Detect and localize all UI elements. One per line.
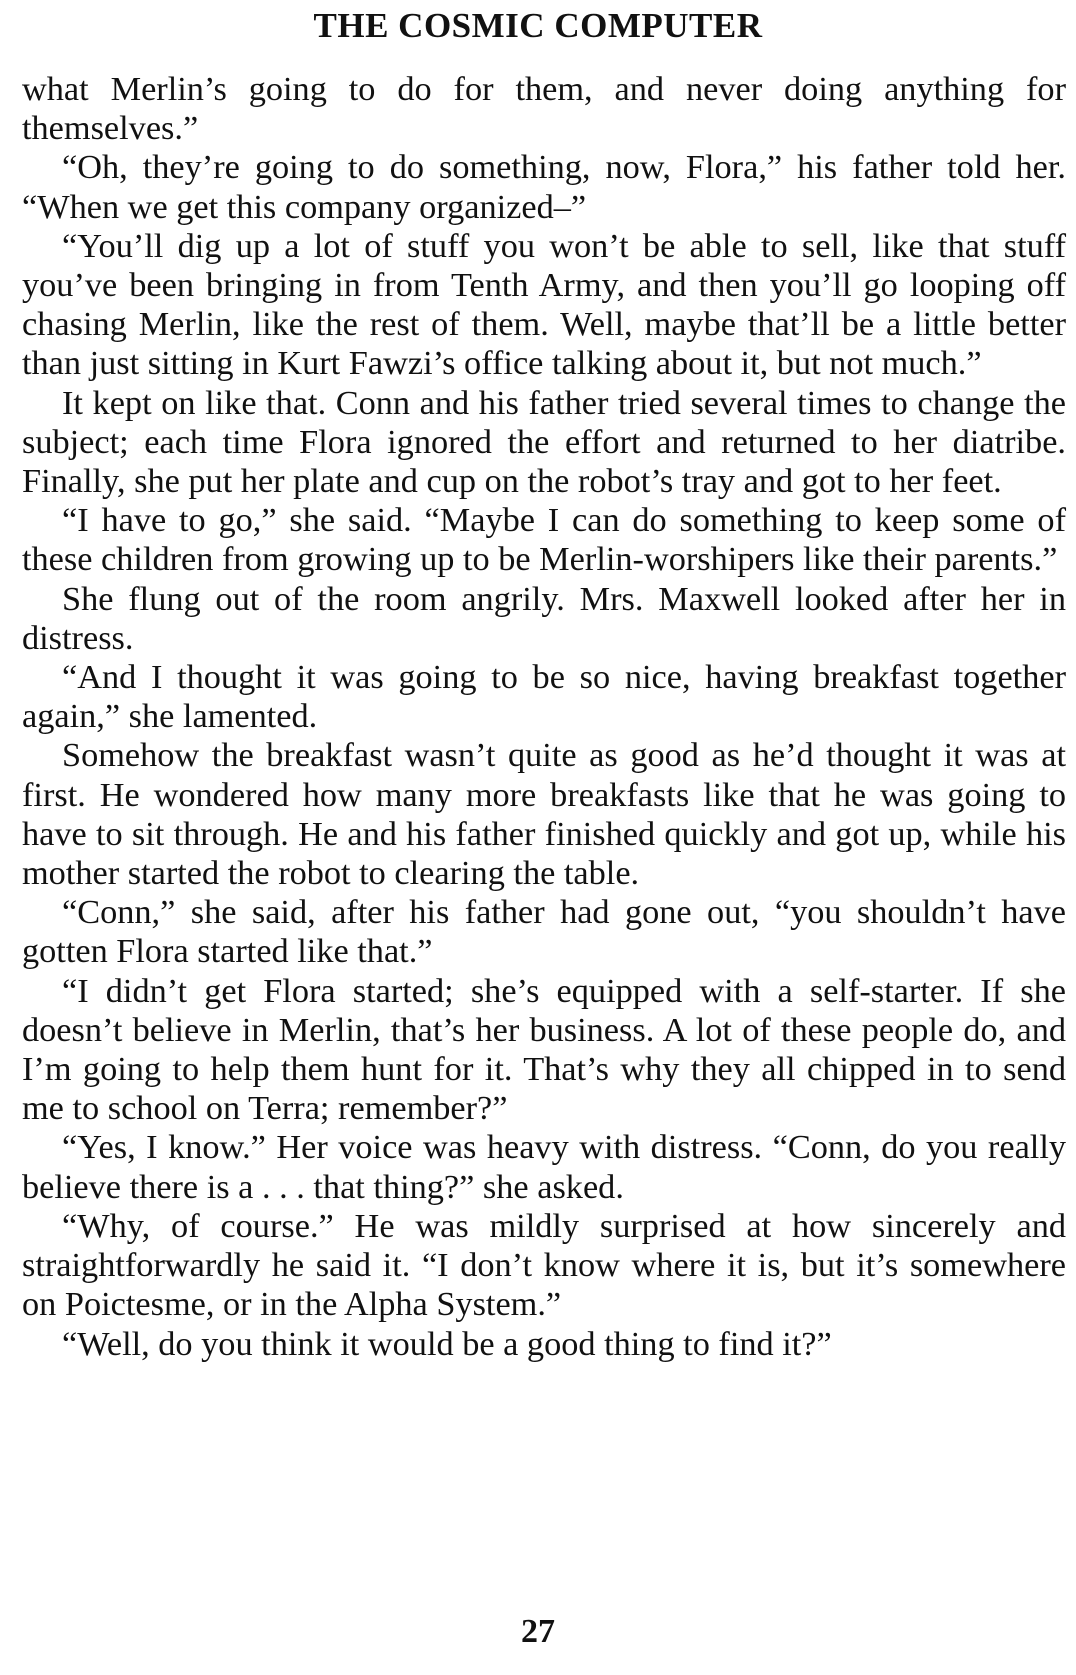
page-number: 27 <box>521 1613 555 1650</box>
paragraph: “Oh, they’re going to do something, now, Flora,” his father told her. “When we get this company organized–” <box>22 148 1066 226</box>
paragraph: “Yes, I know.” Her voice was heavy with distress. “Conn, do you really believe there is a . . . that thing?” she asked. <box>22 1128 1066 1206</box>
paragraph: “Why, of course.” He was mildly surprised at how sincerely and straightforwardly he said it. “I don’t know where it is, but it’s somewhere on Poictesme, or in the Alpha System.” <box>22 1206 1066 1324</box>
paragraph: “I have to go,” she said. “Maybe I can do something to keep some of these children from growing up to be Merlin-worshipers like their parents.” <box>22 501 1066 579</box>
paragraph: Somehow the breakfast wasn’t quite as good as he’d thought it was at first. He wondered how many more breakfasts like that he was going to have to sit through. He and his father finished quickly and got up, while his mother started the robot to clearing the table. <box>22 736 1066 893</box>
paragraph: It kept on like that. Conn and his father tried several times to change the subject; each time Flora ignored the effort and returned to her diatribe. Finally, she put her plate and cup on the robot’s tray and got to her feet. <box>22 383 1066 501</box>
paragraph: “Conn,” she said, after his father had gone out, “you shouldn’t have gotten Flora started like that.” <box>22 893 1066 971</box>
paragraph: She flung out of the room angrily. Mrs. Maxwell looked after her in distress. <box>22 579 1066 657</box>
body-text <box>22 70 1066 1364</box>
paragraph: what Merlin’s going to do for them, and never doing anything for themselves.” <box>22 70 1066 148</box>
paragraph: “I didn’t get Flora started; she’s equipped with a self-starter. If she doesn’t believe in Merlin, that’s her business. A lot of these people do, and I’m going to help them hunt for it. That’s why they all chipped in to send me to school on Terra; remember?” <box>22 971 1066 1128</box>
paragraph: “And I thought it was going to be so nice, having breakfast together again,” she lamented. <box>22 658 1066 736</box>
running-head-title: THE COSMIC COMPUTER <box>313 6 763 45</box>
paragraph: “Well, do you think it would be a good thing to find it?” <box>62 1324 832 1363</box>
paragraph: “You’ll dig up a lot of stuff you won’t be able to sell, like that stuff you’ve been bringing in from Tenth Army, and then you’ll go looping off chasing Merlin, like the rest of them. Well, maybe that’ll be a little better than just sitting in Kurt Fawzi’s office talking about it, but not much.” <box>22 226 1066 383</box>
